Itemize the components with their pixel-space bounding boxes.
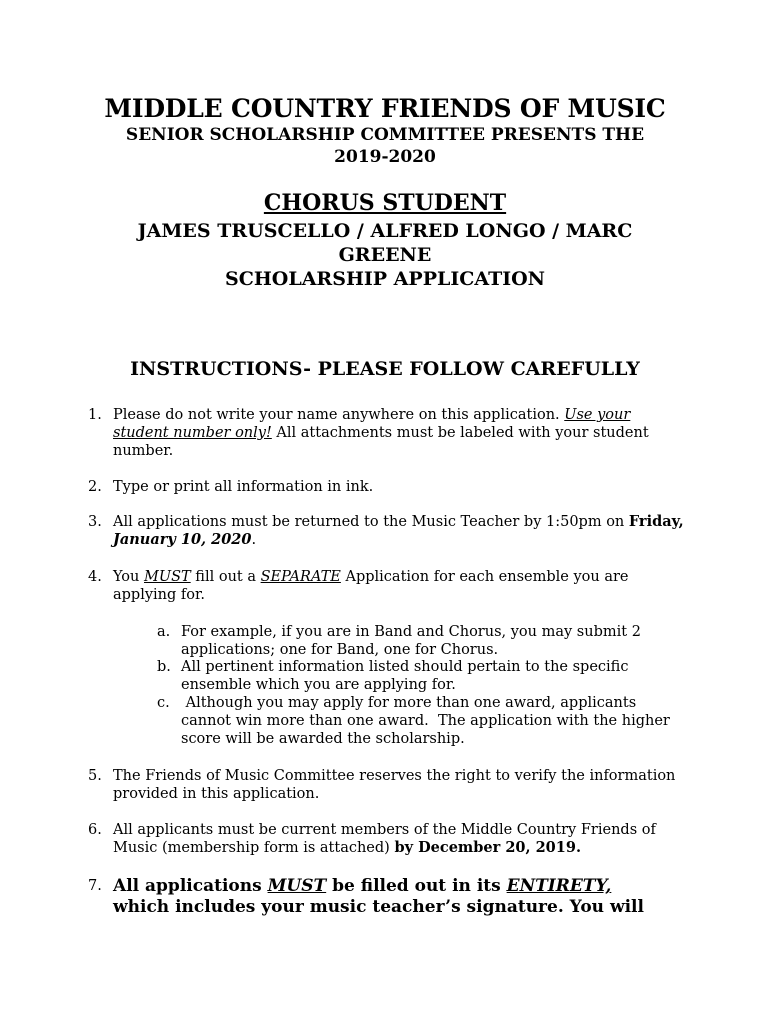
- item-text-part: All attachments must be labeled with your student number.: [113, 425, 649, 459]
- instruction-item-1: [88, 406, 688, 460]
- names-line-2: GREENE: [338, 244, 432, 266]
- item-text-part: Application for each ensemble you are applying for.: [113, 569, 629, 603]
- document-subtitle: [0, 124, 770, 168]
- item-number: 5.: [88, 768, 102, 784]
- item-number: 4.: [88, 569, 102, 585]
- sub-item-text: Although you may apply for more than one award, applicants cannot win more than one award. The application with the higher score will be awarded the scholarship.: [181, 695, 675, 747]
- instruction-item-5: [88, 767, 688, 803]
- item-text-part: You: [113, 569, 144, 585]
- sub-item-a: [157, 623, 677, 659]
- item-text-part: fill out a: [190, 569, 261, 585]
- item-text-part: which includes your music teacher’s signature. You will: [113, 897, 644, 917]
- instructions-heading: INSTRUCTIONS- PLEASE FOLLOW CAREFULLY: [130, 358, 640, 380]
- item-text-part: All applications: [113, 876, 268, 896]
- item-text: Type or print all information in ink.: [113, 479, 374, 495]
- sub-item-text: For example, if you are in Band and Chorus, you may submit 2 applications; one for Band, one for Chorus.: [181, 624, 641, 658]
- item-number: 6.: [88, 822, 102, 838]
- instruction-item-3: [88, 513, 688, 549]
- application-title: SCHOLARSHIP APPLICATION: [224, 268, 546, 290]
- item-text: [113, 406, 688, 460]
- item-text: [113, 513, 688, 549]
- item-number: 2.: [88, 479, 102, 495]
- deadline-date: January 10, 2020: [113, 531, 252, 548]
- emphasis-text: ENTIRETY,: [506, 876, 612, 896]
- item-text: [113, 876, 668, 918]
- deadline-text: by December 20, 2019.: [394, 839, 581, 856]
- scholarship-names: [0, 219, 770, 291]
- subtitle-line-1: SENIOR SCHOLARSHIP COMMITTEE PRESENTS THE: [125, 125, 645, 145]
- sub-item-c: [157, 694, 677, 748]
- instruction-item-4: [88, 568, 688, 604]
- sub-item-letter: c.: [157, 695, 170, 711]
- item-text: [113, 568, 688, 604]
- instruction-item-6: [88, 821, 688, 857]
- sub-item-text: All pertinent information listed should pertain to the specific ensemble which you are applying for.: [181, 659, 629, 693]
- item-text: The Friends of Music Committee reserves the right to verify the information provided in this application.: [113, 768, 676, 802]
- emphasis-text: MUST: [144, 569, 191, 585]
- emphasis-text: SEPARATE: [260, 569, 341, 585]
- item-text-part: be filled out in its: [326, 876, 507, 896]
- section-heading: CHORUS STUDENT: [263, 190, 507, 216]
- item-text-part: .: [251, 532, 257, 548]
- item-text: [113, 821, 688, 857]
- item-text-part: All applicants must be current members of the Middle Country Friends of Music (membership form is attached): [113, 822, 656, 856]
- item-number: 1.: [88, 407, 102, 423]
- subtitle-line-2: 2019-2020: [334, 147, 436, 167]
- item-text-part: Please do not write your name anywhere on this application.: [113, 407, 565, 423]
- sub-item-letter: b.: [157, 659, 171, 675]
- document-title: MIDDLE COUNTRY FRIENDS OF MUSIC: [104, 94, 666, 123]
- names-line-1: JAMES TRUSCELLO / ALFRED LONGO / MARC: [137, 220, 633, 242]
- emphasis-text: Use your student number only!: [113, 407, 631, 441]
- item-number: 3.: [88, 514, 102, 530]
- sub-item-letter: a.: [157, 624, 171, 640]
- instruction-item-2: [88, 478, 688, 496]
- deadline-day: Friday,: [628, 513, 684, 530]
- item-number: 7.: [88, 878, 102, 894]
- emphasis-text: MUST: [267, 876, 327, 896]
- instruction-item-7: [88, 876, 668, 918]
- sub-item-b: [157, 658, 677, 694]
- item-text-part: All applications must be returned to the Music Teacher by 1:50pm on: [113, 514, 629, 530]
